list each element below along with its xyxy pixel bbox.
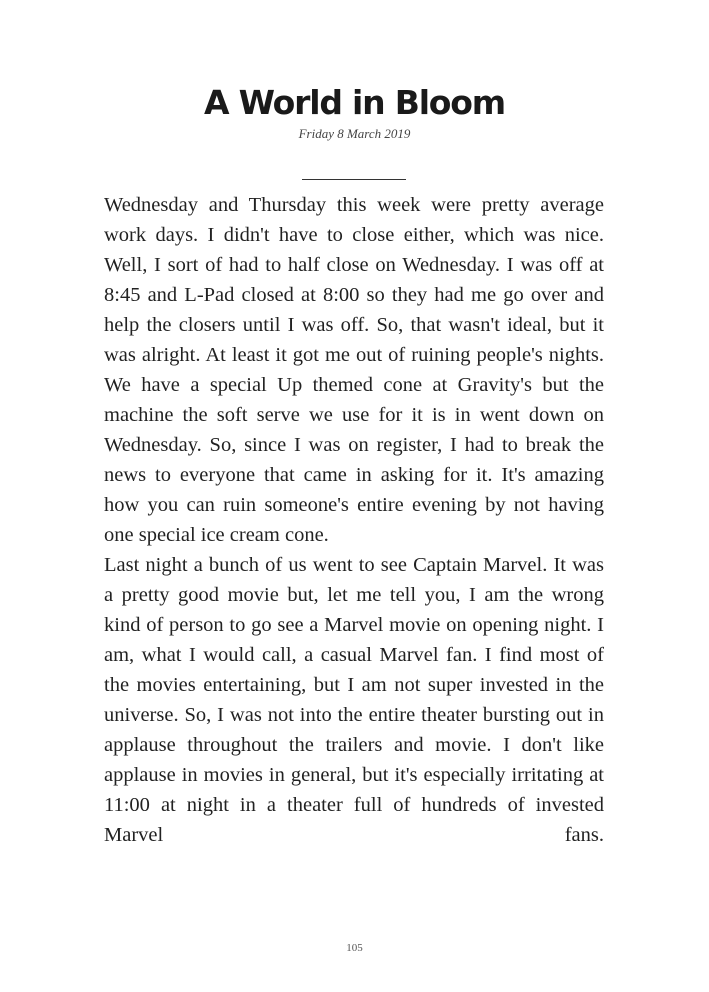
- paragraph-2: Last night a bunch of us went to see Captain Marvel. It was a pretty good movie but, let me tell you, I am the wrong kind of person to go see a Marvel movie on opening night. I am, what I would call, a casual Marvel fan. I find most of the movies entertaining, but I am not super invested in the universe. So, I was not into the entire theater bursting out in applause throughout the trailers and movie. I don't like applause in movies in general, but it's especially irritating at 11:00 at night in a theater full of hundreds of invested Marvel fans.: [104, 554, 604, 846]
- page-number: 105: [346, 942, 363, 954]
- title-divider: [302, 179, 406, 180]
- entry-date: Friday 8 March 2019: [298, 126, 411, 141]
- body-text: [104, 190, 604, 850]
- paragraph-1: Wednesday and Thursday this week were pretty average work days. I didn't have to close either, which was nice. Well, I sort of had to half close on Wednesday. I was off at 8:45 and L-Pad closed at 8:00 so they had me go over and help the closers until I was off. So, that wasn't ideal, but it was alright. At least it got me out of ruining people's nights. We have a special Up themed cone at Gravity's but the machine the soft serve we use for it is in went down on Wednesday. So, since I was on register, I had to break the news to everyone that came in asking for it. It's amazing how you can ruin someone's entire evening by not having one special ice cream cone.: [104, 194, 604, 546]
- page-title: A World in Bloom: [204, 83, 505, 122]
